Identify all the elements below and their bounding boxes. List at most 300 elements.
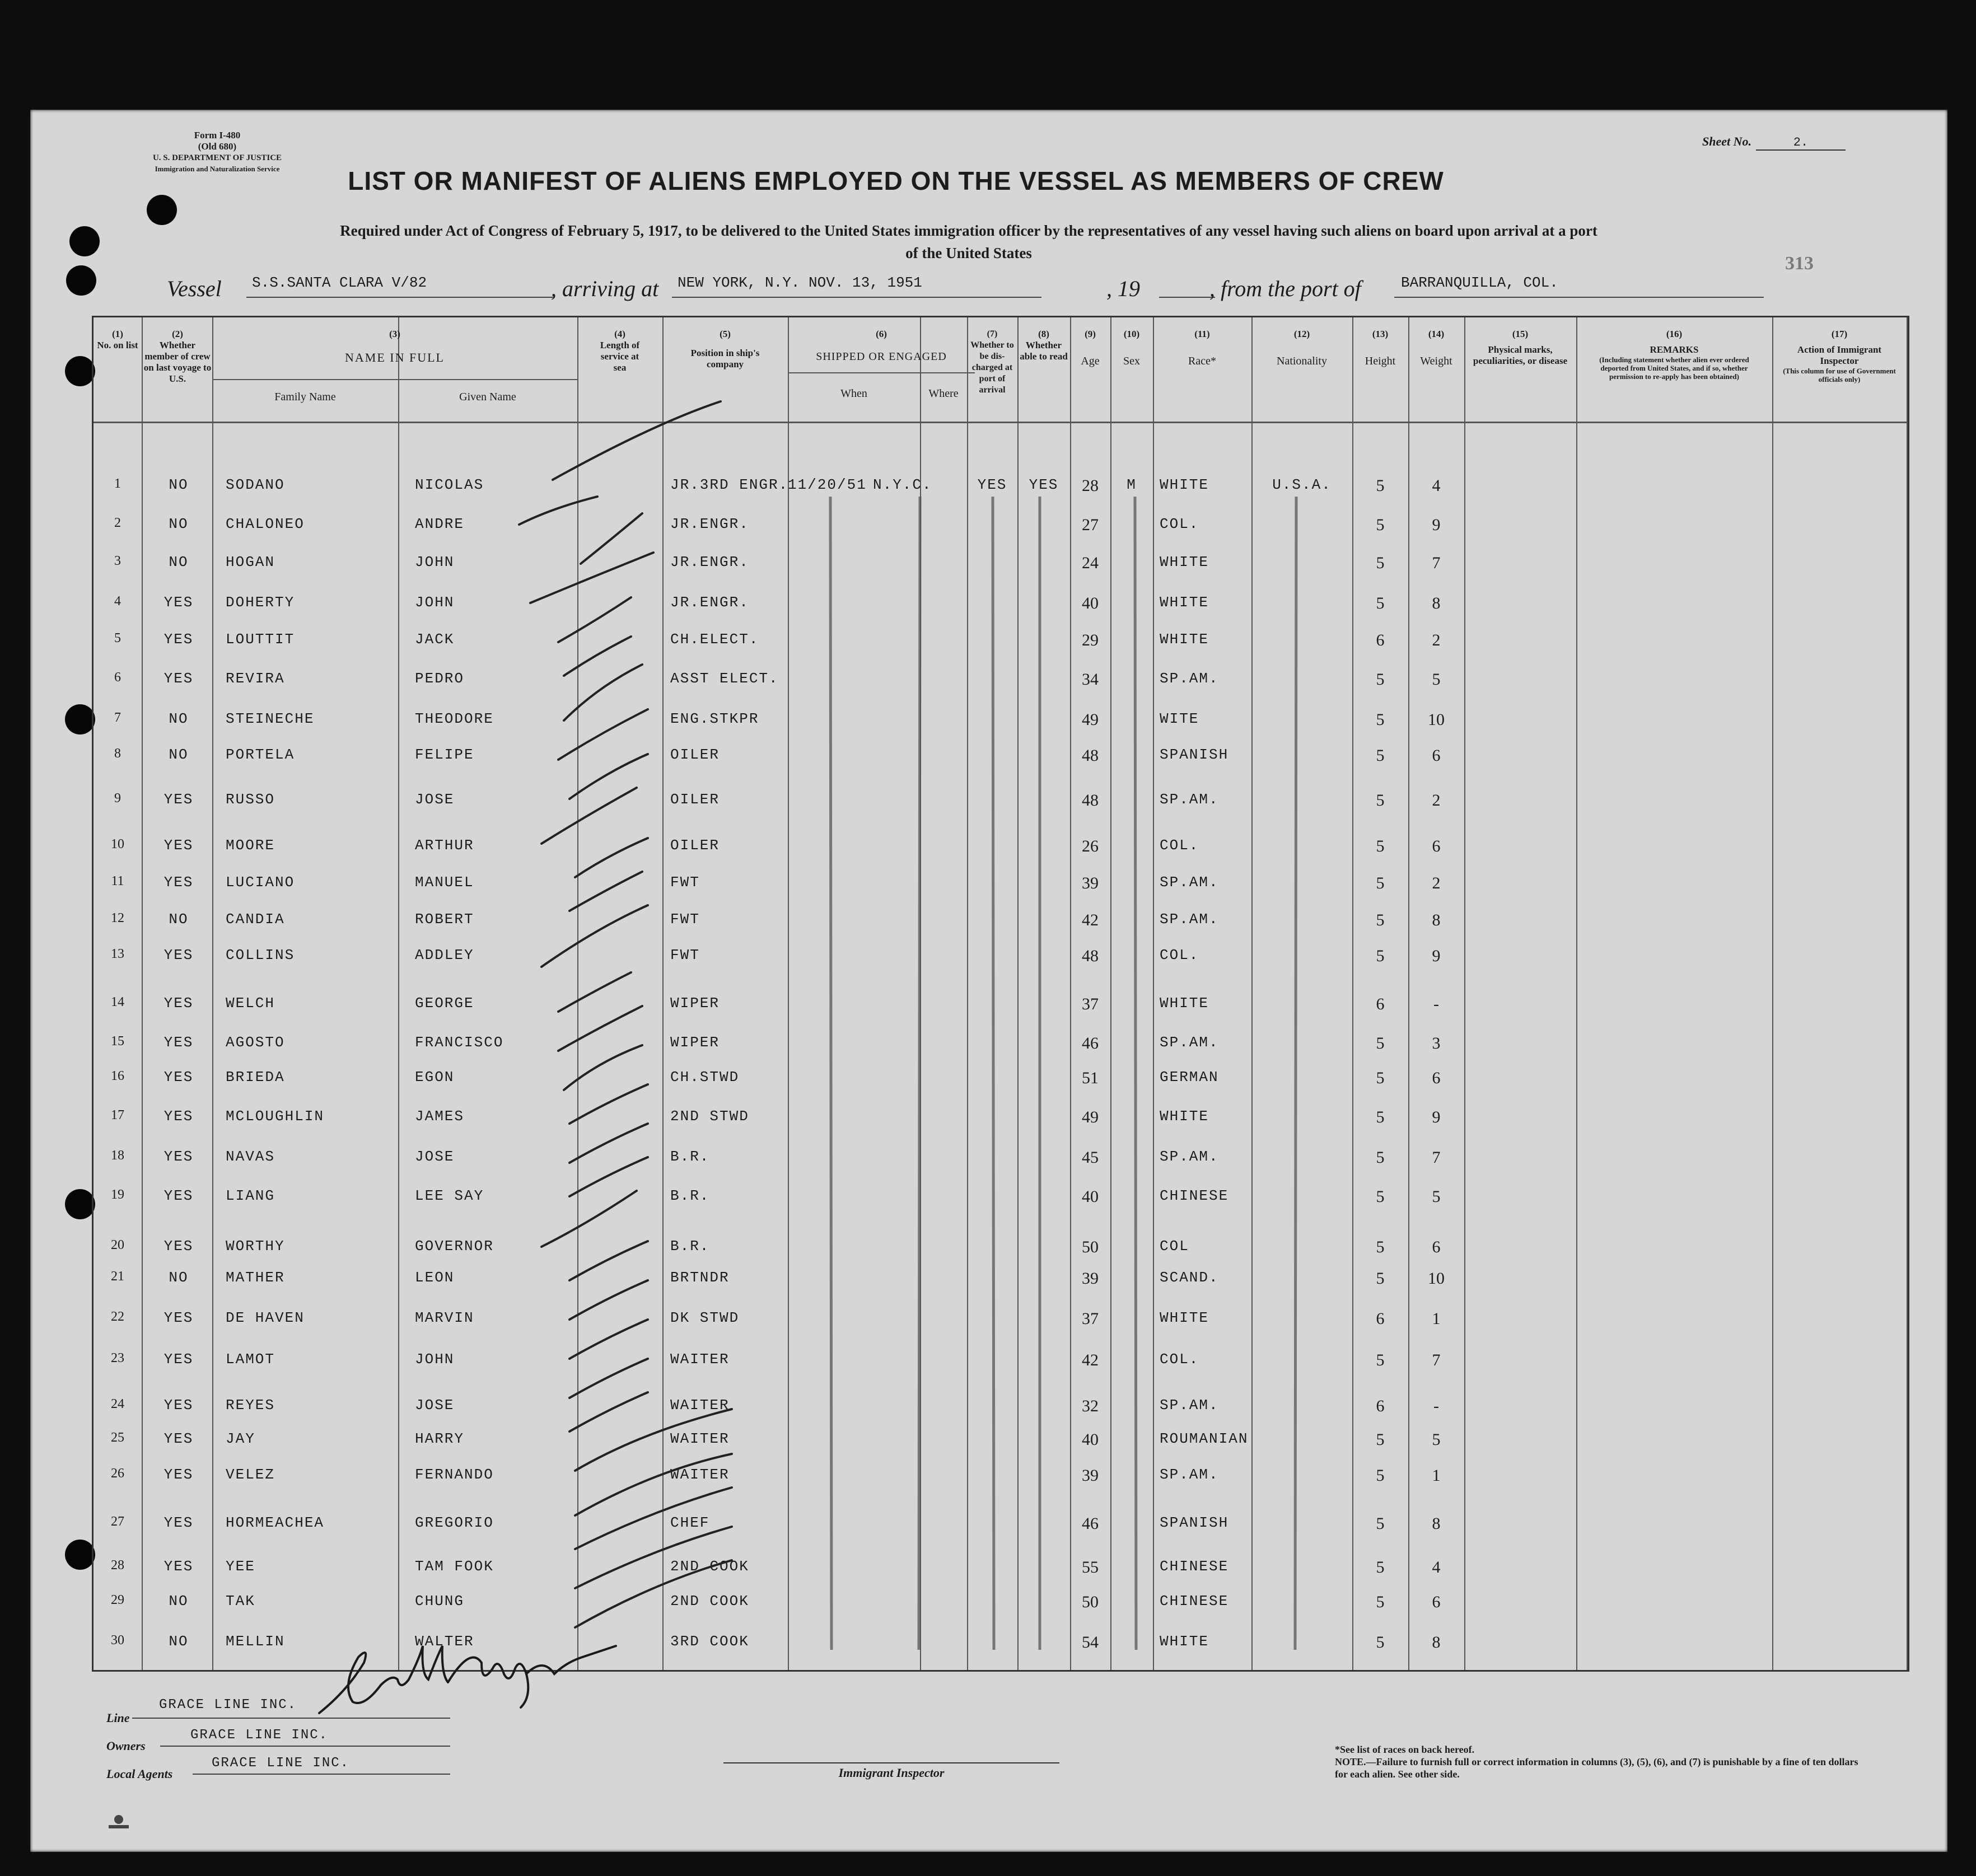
cell-row-number: 22	[111, 1309, 124, 1324]
cell-weight: 8	[1432, 1633, 1441, 1652]
cell-family-name: PORTELA	[226, 746, 295, 763]
cell-weight: 6	[1432, 1069, 1441, 1087]
cell-age: 48	[1082, 791, 1099, 810]
cell-given-name: JAMES	[415, 1108, 465, 1125]
cell-shipped-where: N.Y.C.	[873, 476, 932, 493]
header-remarks: (16) REMARKS (Including statement whether alien ever ordered deported from United States, and if so, whether permission to re-apply has been obtained)	[1599, 329, 1749, 381]
cell-row-number: 8	[114, 746, 121, 761]
cell-family-name: SODANO	[226, 476, 285, 493]
cell-given-name: PEDRO	[415, 670, 465, 687]
cell-family-name: MATHER	[226, 1269, 285, 1286]
header-weight: (14) Weight	[1420, 329, 1452, 367]
stamp-number: 313	[1785, 253, 1814, 274]
header-shipped-or-engaged: (6) SHIPPED OR ENGAGED	[816, 329, 947, 363]
cell-height: 5	[1376, 710, 1385, 729]
cell-last-voyage: NO	[169, 710, 189, 727]
cell-weight: 7	[1432, 554, 1441, 572]
cell-position: OILER	[670, 746, 720, 763]
cell-row-number: 30	[111, 1633, 124, 1648]
cell-weight: 5	[1432, 1430, 1441, 1449]
cell-age: 50	[1082, 1238, 1099, 1256]
cell-row-number: 9	[114, 791, 121, 806]
cell-race: SP.AM.	[1160, 911, 1219, 928]
cell-given-name: JOHN	[415, 554, 455, 570]
cell-last-voyage: YES	[164, 995, 194, 1012]
cell-family-name: WORTHY	[226, 1238, 285, 1255]
cell-weight: 2	[1432, 631, 1441, 649]
from-port: BARRANQUILLA, COL.	[1401, 274, 1558, 291]
cell-age: 39	[1082, 1269, 1099, 1288]
cell-family-name: VELEZ	[226, 1466, 275, 1483]
header-discharged: (7) Whether to be dis-charged at port of arrival	[970, 329, 1014, 395]
cell-row-number: 1	[114, 476, 121, 491]
owners-value: GRACE LINE INC.	[190, 1728, 329, 1743]
cell-position: OILER	[670, 837, 720, 854]
cell-weight: 10	[1428, 710, 1445, 729]
cell-weight: 7	[1432, 1148, 1441, 1167]
cell-position: FWT	[670, 911, 700, 928]
cell-sex: M	[1127, 476, 1137, 493]
local-agents-value: GRACE LINE INC.	[212, 1756, 350, 1771]
cell-weight: 10	[1428, 1269, 1445, 1288]
cell-height: 5	[1376, 837, 1385, 855]
form-old-number: (Old 680)	[198, 141, 237, 152]
cell-age: 27	[1082, 516, 1099, 534]
cell-height: 5	[1376, 911, 1385, 929]
cell-last-voyage: YES	[164, 670, 194, 687]
cell-family-name: LOUTTIT	[226, 631, 295, 648]
union-label-mark	[102, 1812, 136, 1834]
cell-age: 48	[1082, 947, 1099, 965]
footnote-races: *See list of races on back hereof.	[1335, 1744, 1475, 1755]
service-name: Immigration and Naturalization Service	[155, 165, 280, 173]
cell-position: FWT	[670, 947, 700, 963]
cell-last-voyage: YES	[164, 1069, 194, 1086]
cell-age: 55	[1082, 1558, 1099, 1576]
header-when: When	[840, 387, 867, 400]
cell-height: 5	[1376, 516, 1385, 534]
cell-row-number: 21	[111, 1269, 124, 1284]
cell-last-voyage: YES	[164, 1466, 194, 1483]
header-name-in-full: (3) NAME IN FULL	[345, 329, 445, 364]
cell-weight: 8	[1432, 594, 1441, 612]
cell-row-number: 23	[111, 1351, 124, 1365]
cell-race: SP.AM.	[1160, 1397, 1219, 1414]
cell-given-name: JOHN	[415, 1351, 455, 1368]
cell-family-name: HOGAN	[226, 554, 275, 570]
cell-position: WAITER	[670, 1351, 730, 1368]
cell-age: 49	[1082, 1108, 1099, 1126]
cell-last-voyage: NO	[169, 1633, 189, 1650]
header-age: (9) Age	[1081, 329, 1100, 367]
cell-race: SPANISH	[1160, 746, 1229, 763]
cell-row-number: 29	[111, 1593, 124, 1607]
cell-family-name: DE HAVEN	[226, 1309, 305, 1326]
cell-race: WHITE	[1160, 1633, 1209, 1650]
page-title: LIST OR MANIFEST OF ALIENS EMPLOYED ON THE VESSEL AS MEMBERS OF CREW	[348, 166, 1444, 195]
cell-position: JR.3RD ENGR.	[670, 476, 789, 493]
cell-family-name: WELCH	[226, 995, 275, 1012]
cell-age: 24	[1082, 554, 1099, 572]
cell-row-number: 12	[111, 911, 124, 925]
cell-age: 45	[1082, 1148, 1099, 1167]
cell-discharged: YES	[977, 476, 1007, 493]
cell-age: 54	[1082, 1633, 1099, 1652]
cell-race: COL	[1160, 1238, 1189, 1255]
cell-last-voyage: YES	[164, 947, 194, 963]
cell-able-to-read: YES	[1029, 476, 1059, 493]
cell-age: 26	[1082, 837, 1099, 855]
cell-age: 42	[1082, 1351, 1099, 1369]
cell-height: 5	[1376, 791, 1385, 810]
cell-race: SCAND.	[1160, 1269, 1219, 1286]
cell-family-name: REVIRA	[226, 670, 285, 687]
cell-given-name: JOSE	[415, 791, 455, 808]
cell-given-name: GREGORIO	[415, 1514, 494, 1531]
cell-given-name: WALTER	[415, 1633, 474, 1650]
cell-last-voyage: YES	[164, 1309, 194, 1326]
cell-height: 5	[1376, 1633, 1385, 1652]
cell-family-name: TAK	[226, 1593, 255, 1610]
cell-height: 5	[1376, 476, 1385, 495]
cell-age: 39	[1082, 1466, 1099, 1485]
cell-age: 51	[1082, 1069, 1099, 1087]
cell-height: 5	[1376, 1351, 1385, 1369]
header-no-on-list: (1) No. on list	[97, 329, 138, 350]
header-sex: (10) Sex	[1123, 329, 1140, 367]
cell-given-name: ARTHUR	[415, 837, 474, 854]
cell-family-name: BRIEDA	[226, 1069, 285, 1086]
header-nationality: (12) Nationality	[1277, 329, 1327, 367]
cell-height: 5	[1376, 1514, 1385, 1533]
cell-given-name: TAM FOOK	[415, 1558, 494, 1575]
cell-last-voyage: YES	[164, 1351, 194, 1368]
cell-height: 5	[1376, 1034, 1385, 1052]
cell-row-number: 5	[114, 631, 121, 645]
cell-position: WAITER	[670, 1466, 730, 1483]
cell-last-voyage: YES	[164, 1558, 194, 1575]
cell-row-number: 25	[111, 1430, 124, 1445]
cell-race: WITE	[1160, 710, 1199, 727]
cell-position: WIPER	[670, 1034, 720, 1051]
cell-last-voyage: NO	[169, 516, 189, 532]
voyage-details	[162, 268, 1764, 301]
cell-weight: 6	[1432, 837, 1441, 855]
cell-given-name: GOVERNOR	[415, 1238, 494, 1255]
cell-last-voyage: YES	[164, 1148, 194, 1165]
cell-height: 5	[1376, 947, 1385, 965]
cell-position: WAITER	[670, 1397, 730, 1414]
punch-hole-4	[65, 356, 95, 386]
header-inspector-action: (17) Action of Immigrant Inspector (This column for use of Government officials only)	[1783, 329, 1896, 383]
cell-race: CHINESE	[1160, 1558, 1229, 1575]
cell-row-number: 6	[114, 670, 121, 685]
cell-race: WHITE	[1160, 594, 1209, 611]
cell-last-voyage: YES	[164, 594, 194, 611]
cell-weight: 8	[1432, 1514, 1441, 1533]
cell-last-voyage: YES	[164, 1397, 194, 1414]
cell-position: 2ND STWD	[670, 1108, 749, 1125]
cell-row-number: 24	[111, 1397, 124, 1411]
cell-given-name: EGON	[415, 1069, 455, 1086]
cell-height: 6	[1376, 1309, 1385, 1328]
cell-last-voyage: YES	[164, 1187, 194, 1204]
cell-given-name: FERNANDO	[415, 1466, 494, 1483]
cell-height: 5	[1376, 1430, 1385, 1449]
cell-given-name: THEODORE	[415, 710, 494, 727]
cell-row-number: 18	[111, 1148, 124, 1163]
cell-race: SP.AM.	[1160, 1466, 1219, 1483]
cell-family-name: CHALONEO	[226, 516, 305, 532]
cell-age: 49	[1082, 710, 1099, 729]
cell-height: 5	[1376, 1593, 1385, 1611]
cell-weight: 3	[1432, 1034, 1441, 1052]
cell-weight: 1	[1432, 1466, 1441, 1485]
cell-family-name: LIANG	[226, 1187, 275, 1204]
cell-family-name: COLLINS	[226, 947, 295, 963]
cell-race: WHITE	[1160, 631, 1209, 648]
cell-height: 5	[1376, 1108, 1385, 1126]
cell-row-number: 15	[111, 1034, 124, 1049]
cell-given-name: JOSE	[415, 1148, 455, 1165]
cell-row-number: 19	[111, 1187, 124, 1202]
cell-race: GERMAN	[1160, 1069, 1219, 1086]
cell-age: 50	[1082, 1593, 1099, 1611]
cell-race: SP.AM.	[1160, 791, 1219, 808]
punch-hole-3	[66, 265, 96, 296]
requirement-line-1: Required under Act of Congress of February 5, 1917, to be delivered to the United States immigration officer by the representatives of any vessel having such aliens on board upon arrival at a port	[340, 222, 1597, 239]
cell-position: CH.ELECT.	[670, 631, 759, 648]
cell-position: JR.ENGR.	[670, 594, 749, 611]
cell-age: 34	[1082, 670, 1099, 689]
cell-weight: 6	[1432, 1593, 1441, 1611]
cell-last-voyage: NO	[169, 1593, 189, 1610]
cell-race: SP.AM.	[1160, 1034, 1219, 1051]
cell-position: B.R.	[670, 1238, 710, 1255]
crew-manifest-table	[92, 316, 1909, 1672]
cell-nationality: U.S.A.	[1272, 476, 1332, 493]
year-label: , 19	[1106, 276, 1140, 301]
cell-row-number: 28	[111, 1558, 124, 1573]
sheet-number-label: Sheet No.	[1702, 134, 1751, 148]
cell-given-name: JOHN	[415, 594, 455, 611]
cell-last-voyage: YES	[164, 631, 194, 648]
footnotes	[1335, 1743, 1861, 1780]
cell-age: 37	[1082, 1309, 1099, 1328]
cell-given-name: MARVIN	[415, 1309, 474, 1326]
cell-position: OILER	[670, 791, 720, 808]
cell-weight: 5	[1432, 670, 1441, 689]
cell-row-number: 17	[111, 1108, 124, 1122]
cell-row-number: 11	[111, 874, 124, 888]
cell-last-voyage: NO	[169, 746, 189, 763]
cell-race: ROUMANIAN	[1160, 1430, 1249, 1447]
cell-row-number: 16	[111, 1069, 124, 1083]
cell-family-name: HORMEACHEA	[226, 1514, 325, 1531]
cell-race: WHITE	[1160, 1108, 1209, 1125]
header-last-voyage: (2) Whether member of crew on last voyage to U.S.	[143, 329, 212, 384]
sheet-number-value: 2.	[1756, 135, 1846, 151]
cell-last-voyage: NO	[169, 476, 189, 493]
cell-weight: 8	[1432, 911, 1441, 929]
cell-race: CHINESE	[1160, 1593, 1229, 1610]
cell-family-name: NAVAS	[226, 1148, 275, 1165]
vessel-name: S.S.SANTA CLARA V/82	[252, 274, 427, 291]
cell-last-voyage: YES	[164, 1108, 194, 1125]
cell-given-name: HARRY	[415, 1430, 465, 1447]
footnote-penalty: NOTE.—Failure to furnish full or correct information in columns (3), (5), (6), and (7) is punishable by a fine of ten dollars for each alien. See other side.	[1335, 1756, 1858, 1780]
cell-row-number: 14	[111, 995, 124, 1009]
cell-row-number: 7	[114, 710, 121, 725]
punch-hole-2	[69, 226, 100, 256]
cell-weight: 7	[1432, 1351, 1441, 1369]
cell-row-number: 4	[114, 594, 121, 609]
cell-weight: 4	[1432, 476, 1441, 495]
immigrant-inspector-label: Immigrant Inspector	[723, 1762, 1059, 1780]
line-label: Line	[106, 1711, 130, 1725]
cell-height: 5	[1376, 1466, 1385, 1485]
cell-row-number: 20	[111, 1238, 124, 1252]
cell-height: 5	[1376, 1148, 1385, 1167]
header-race: (11) Race*	[1188, 329, 1216, 367]
cell-position: 2ND COOK	[670, 1558, 749, 1575]
cell-race: WHITE	[1160, 995, 1209, 1012]
signature	[302, 1624, 694, 1735]
cell-height: 5	[1376, 1269, 1385, 1288]
cell-position: 3RD COOK	[670, 1633, 749, 1650]
cell-row-number: 27	[111, 1514, 124, 1529]
cell-given-name: NICOLAS	[415, 476, 484, 493]
cell-race: CHINESE	[1160, 1187, 1229, 1204]
cell-height: 5	[1376, 594, 1385, 612]
cell-family-name: CANDIA	[226, 911, 285, 928]
header-where: Where	[928, 387, 959, 400]
punch-hole-7	[65, 1540, 95, 1570]
header-able-to-read: (8) Whether able to read	[1020, 329, 1068, 362]
cell-given-name: GEORGE	[415, 995, 474, 1012]
cell-last-voyage: YES	[164, 837, 194, 854]
cell-weight: 1	[1432, 1309, 1441, 1328]
form-number: Form I-480	[194, 130, 241, 141]
cell-race: COL.	[1160, 516, 1199, 532]
cell-race: WHITE	[1160, 476, 1209, 493]
cell-weight: -	[1433, 995, 1439, 1013]
header-position: (5) Position in ship's company	[690, 329, 760, 369]
cell-weight: 6	[1432, 746, 1441, 765]
cell-family-name: YEE	[226, 1558, 255, 1575]
cell-row-number: 26	[111, 1466, 124, 1481]
cell-last-voyage: YES	[164, 791, 194, 808]
arriving-port: NEW YORK, N.Y. NOV. 13, 1951	[678, 274, 922, 291]
header-family-name: Family Name	[274, 391, 336, 403]
cell-weight: 9	[1432, 947, 1441, 965]
cell-last-voyage: NO	[169, 911, 189, 928]
cell-position: DK STWD	[670, 1309, 740, 1326]
cell-height: 5	[1376, 1558, 1385, 1576]
cell-position: 2ND COOK	[670, 1593, 749, 1610]
cell-row-number: 3	[114, 554, 121, 568]
cell-height: 6	[1376, 995, 1385, 1013]
department-name: U. S. DEPARTMENT OF JUSTICE	[152, 153, 282, 162]
cell-weight: 2	[1432, 874, 1441, 892]
cell-weight: -	[1433, 1397, 1439, 1415]
header-physical-marks: (15) Physical marks, peculiarities, or disease	[1473, 329, 1568, 366]
cell-position: B.R.	[670, 1148, 710, 1165]
cell-height: 5	[1376, 746, 1385, 765]
cell-age: 28	[1082, 476, 1099, 495]
cell-family-name: REYES	[226, 1397, 275, 1414]
cell-weight: 5	[1432, 1187, 1441, 1206]
cell-last-voyage: YES	[164, 1238, 194, 1255]
cell-position: WIPER	[670, 995, 720, 1012]
cell-given-name: FRANCISCO	[415, 1034, 504, 1051]
cell-weight: 4	[1432, 1558, 1441, 1576]
line-value: GRACE LINE INC.	[159, 1697, 297, 1713]
sheet-number	[1702, 134, 1846, 151]
cell-age: 42	[1082, 911, 1099, 929]
cell-row-number: 2	[114, 516, 121, 530]
owners-label: Owners	[106, 1739, 146, 1753]
cell-race: SPANISH	[1160, 1514, 1229, 1531]
cell-last-voyage: YES	[164, 1430, 194, 1447]
cell-age: 29	[1082, 631, 1099, 649]
cell-age: 48	[1082, 746, 1099, 765]
cell-height: 5	[1376, 1238, 1385, 1256]
cell-family-name: RUSSO	[226, 791, 275, 808]
cell-age: 46	[1082, 1514, 1099, 1533]
cell-given-name: JACK	[415, 631, 455, 648]
cell-last-voyage: YES	[164, 1514, 194, 1531]
cell-given-name: LEON	[415, 1269, 455, 1286]
cell-given-name: ANDRE	[415, 516, 465, 532]
cell-height: 5	[1376, 670, 1385, 689]
cell-given-name: ADDLEY	[415, 947, 474, 963]
cell-position: JR.ENGR.	[670, 516, 749, 532]
cell-age: 40	[1082, 1430, 1099, 1449]
cell-race: COL.	[1160, 947, 1199, 963]
cell-family-name: MOORE	[226, 837, 275, 854]
cell-height: 6	[1376, 631, 1385, 649]
cell-family-name: MELLIN	[226, 1633, 285, 1650]
cell-position: CH.STWD	[670, 1069, 740, 1086]
from-port-label: , from the port of	[1209, 276, 1361, 301]
requirement-statement	[162, 219, 1775, 264]
cell-last-voyage: NO	[169, 554, 189, 570]
cell-given-name: JOSE	[415, 1397, 455, 1414]
cell-weight: 9	[1432, 1108, 1441, 1126]
cell-age: 40	[1082, 1187, 1099, 1206]
cell-row-number: 10	[111, 837, 124, 852]
cell-position: BRTNDR	[670, 1269, 730, 1286]
pen-tick-marks	[94, 317, 1908, 1670]
cell-position: ENG.STKPR	[670, 710, 759, 727]
cell-last-voyage: YES	[164, 1034, 194, 1051]
cell-family-name: LUCIANO	[226, 874, 295, 891]
cell-weight: 2	[1432, 791, 1441, 810]
cell-position: CHEF	[670, 1514, 710, 1531]
cell-race: COL.	[1160, 1351, 1199, 1368]
cell-weight: 6	[1432, 1238, 1441, 1256]
header-height: (13) Height	[1365, 329, 1396, 367]
cell-last-voyage: YES	[164, 874, 194, 891]
cell-family-name: MCLOUGHLIN	[226, 1108, 325, 1125]
punch-hole-5	[65, 704, 95, 735]
cell-age: 37	[1082, 995, 1099, 1013]
cell-position: JR.ENGR.	[670, 554, 749, 570]
cell-height: 6	[1376, 1397, 1385, 1415]
header-given-name: Given Name	[459, 391, 516, 403]
local-agents-label: Local Agents	[106, 1767, 173, 1781]
